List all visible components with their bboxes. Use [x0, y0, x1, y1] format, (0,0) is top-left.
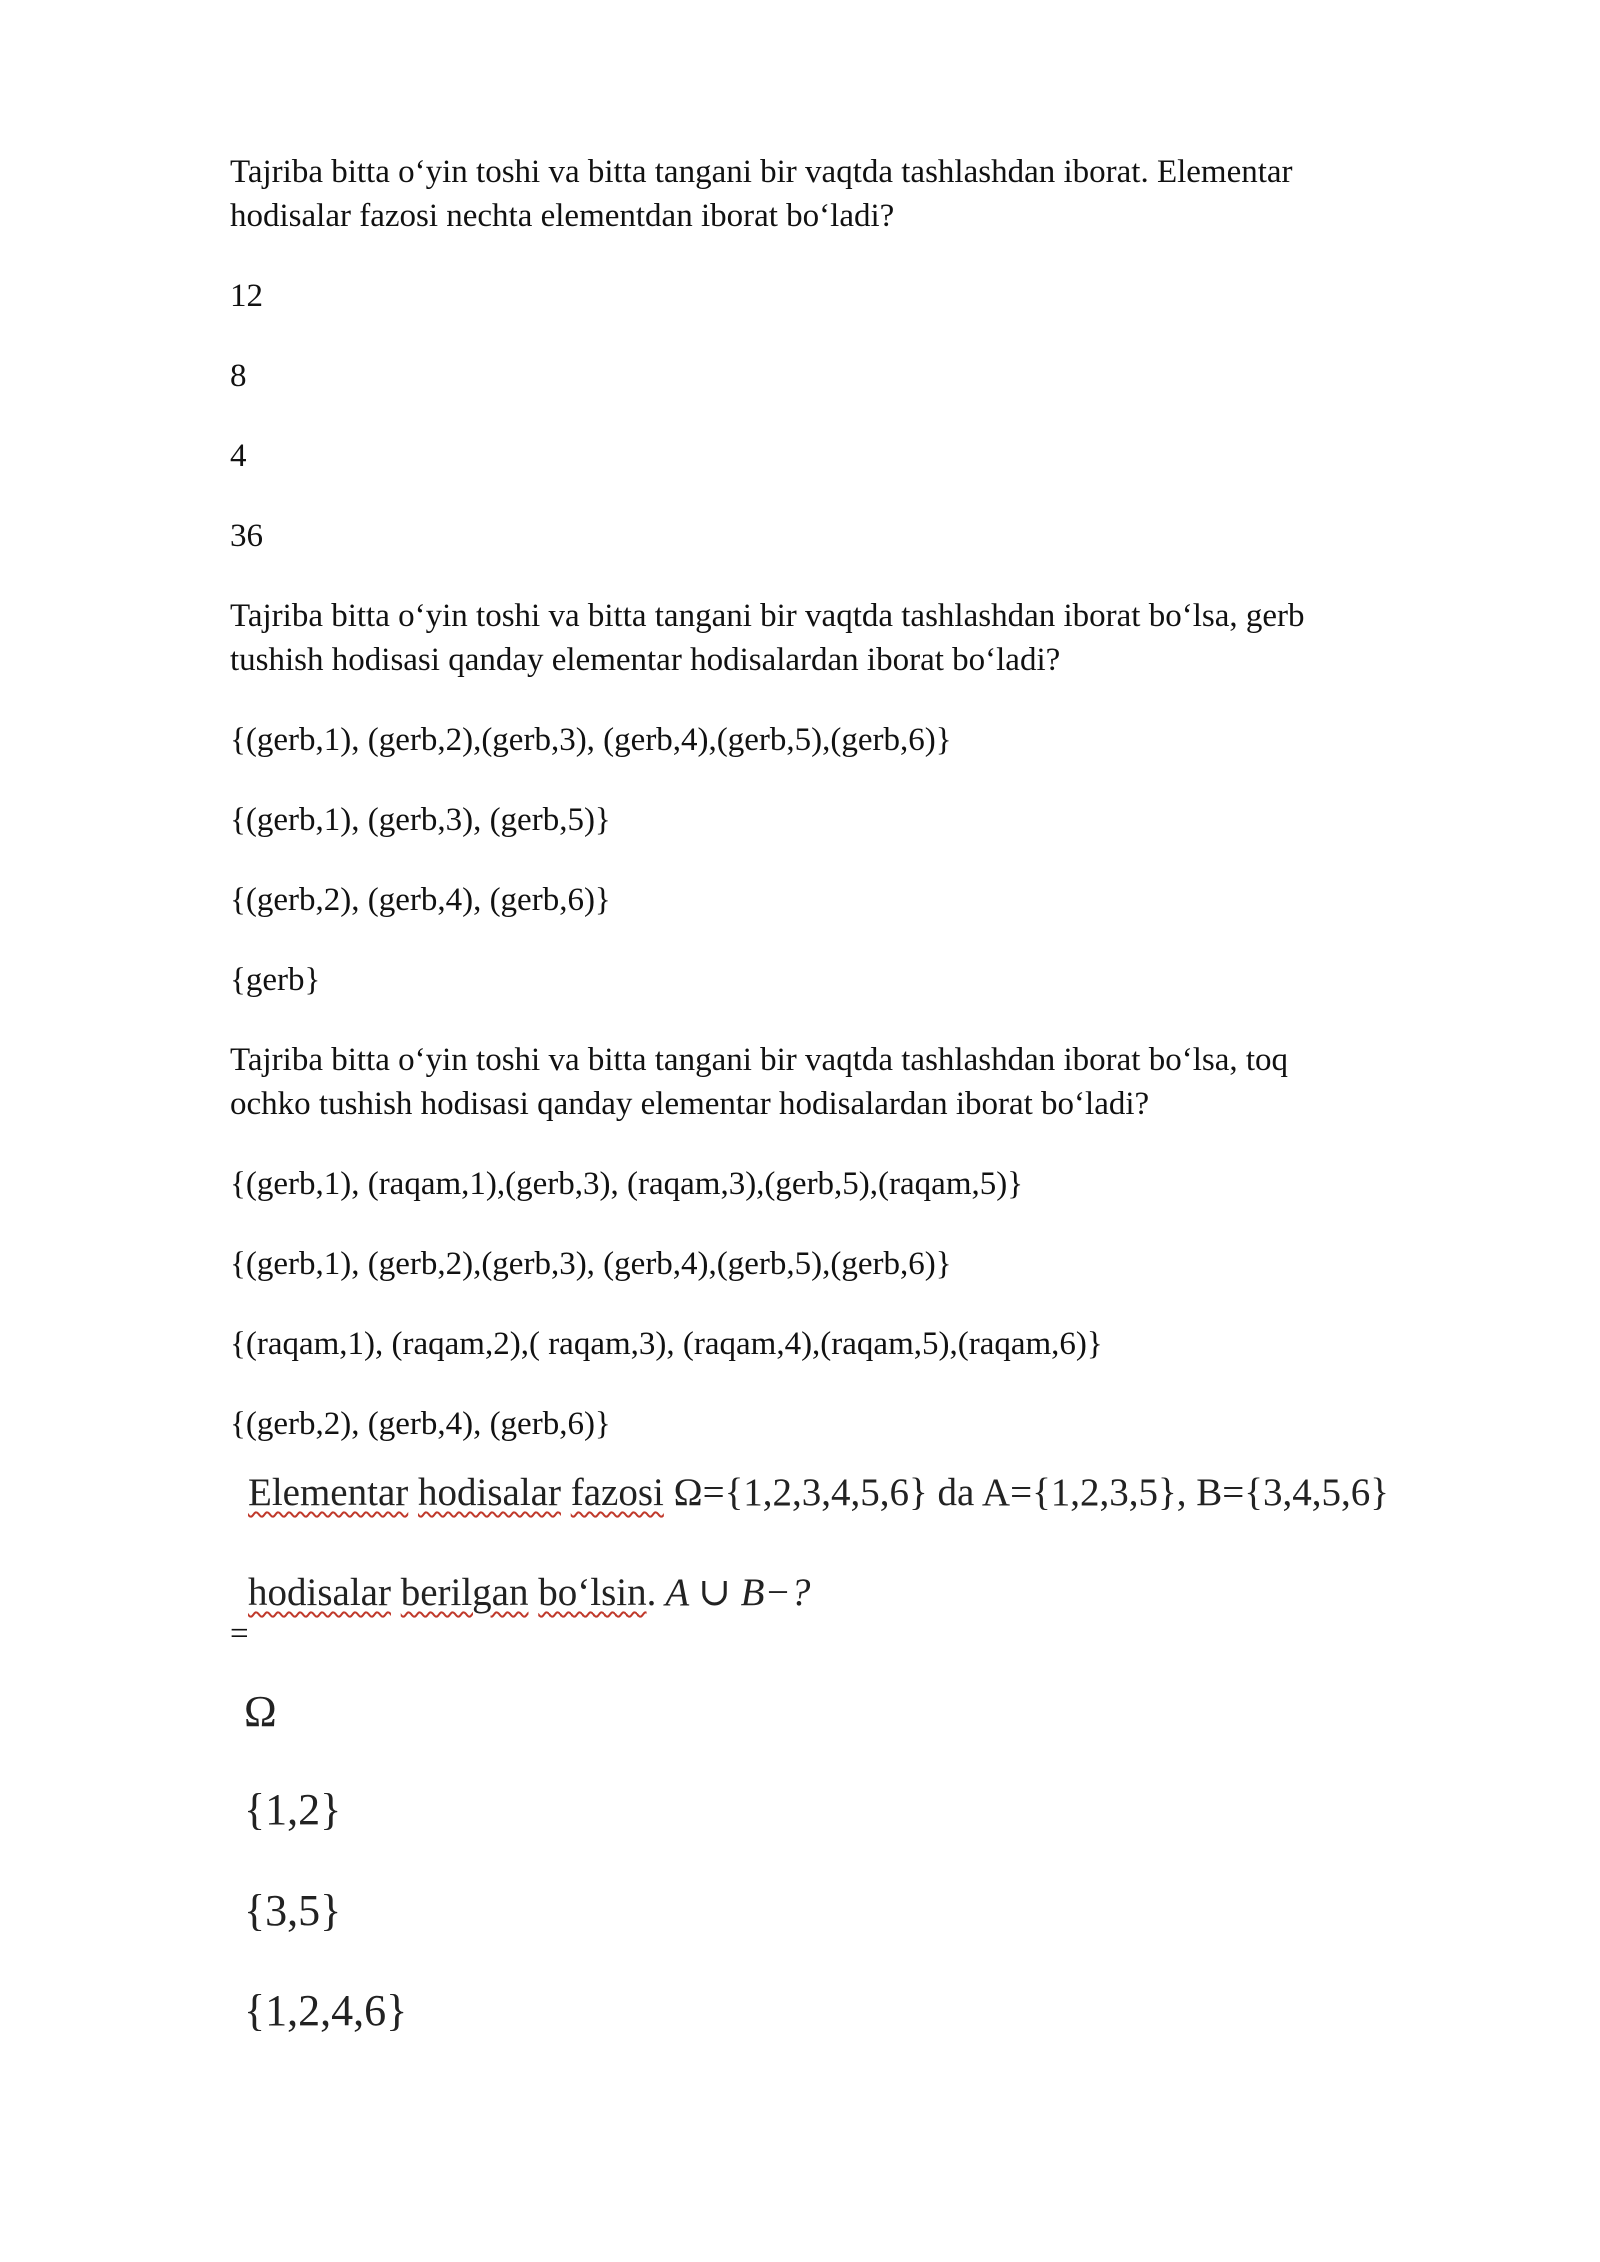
question-4-line-2: [248, 1568, 1508, 1618]
question-3-option-4: {(gerb,2), (gerb,4), (gerb,6)}: [230, 1406, 611, 1442]
question-4-option-1: Ω: [244, 1687, 277, 1736]
question-1-line-2: hodisalar fazosi nechta elementdan iborat bo‘ladi?: [230, 198, 895, 234]
document-body: [230, 150, 1470, 1446]
word-hodisalar-2: hodisalar: [248, 1571, 391, 1614]
question-1-option-2: 8: [230, 358, 247, 394]
word-berilgan: berilgan: [400, 1571, 529, 1614]
question-4-line-1: [248, 1468, 1508, 1518]
question-2-line-2: tushish hodisasi qanday elementar hodisalardan iborat bo‘ladi?: [230, 642, 1061, 678]
word-hodisalar: hodisalar: [418, 1471, 561, 1514]
question-3-line-1: Tajriba bitta o‘yin toshi va bitta tangani bir vaqtda tashlashdan iborat bo‘lsa, toq: [230, 1042, 1289, 1078]
question-3-line-2: ochko tushish hodisasi qanday elementar hodisalardan iborat bo‘ladi?: [230, 1086, 1150, 1122]
question-2-option-4: {gerb}: [230, 962, 321, 998]
question-2-line-1: Tajriba bitta o‘yin toshi va bitta tangani bir vaqtda tashlashdan iborat bo‘lsa, gerb: [230, 598, 1305, 634]
question-1-option-3: 4: [230, 438, 247, 474]
question-4-option-4: {1,2,4,6}: [244, 1986, 408, 2035]
question-2-option-3: {(gerb,2), (gerb,4), (gerb,6)}: [230, 882, 611, 918]
question-3-option-1: {(gerb,1), (raqam,1),(gerb,3), (raqam,3),(gerb,5),(raqam,5)}: [230, 1166, 1024, 1202]
question-1-option-1: 12: [230, 278, 263, 314]
question-2-option-1: {(gerb,1), (gerb,2),(gerb,3), (gerb,4),(gerb,5),(gerb,6)}: [230, 722, 952, 758]
answer-separator: =: [230, 1616, 249, 1652]
question-4-period: .: [646, 1571, 657, 1614]
question-4-option-2: {1,2}: [244, 1785, 342, 1834]
question-3-option-2: {(gerb,1), (gerb,2),(gerb,3), (gerb,4),(gerb,5),(gerb,6)}: [230, 1246, 952, 1282]
word-bolsin: bo‘lsin: [538, 1571, 647, 1614]
word-elementar: Elementar: [248, 1471, 409, 1514]
question-4-sets: Ω={1,2,3,4,5,6} da A={1,2,3,5}, B={3,4,5,6}: [663, 1471, 1389, 1514]
question-2-option-2: {(gerb,1), (gerb,3), (gerb,5)}: [230, 802, 611, 838]
word-fazosi: fazosi: [570, 1471, 664, 1514]
question-4: [248, 1468, 1508, 1618]
question-1-line-1: Tajriba bitta o‘yin toshi va bitta tangani bir vaqtda tashlashdan iborat. Elementar: [230, 154, 1293, 190]
question-1-option-4: 36: [230, 518, 263, 554]
question-4-expression: A ∪ B−?: [656, 1571, 811, 1614]
question-3-option-3: {(raqam,1), (raqam,2),( raqam,3), (raqam,4),(raqam,5),(raqam,6)}: [230, 1326, 1103, 1362]
question-4-option-3: {3,5}: [244, 1886, 342, 1935]
